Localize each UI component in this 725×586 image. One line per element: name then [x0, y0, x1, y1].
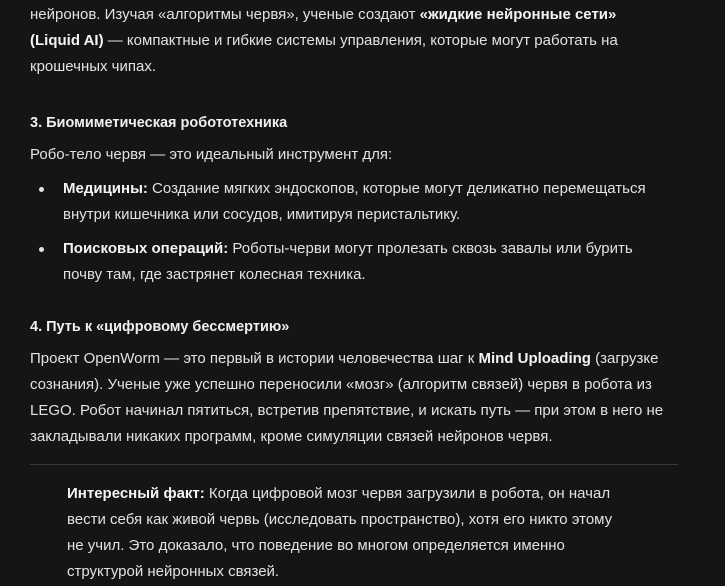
- chat-response: [30, 0, 680, 585]
- liquid-networks-term: «жидкие нейронные сети»: [419, 6, 617, 23]
- bullet-icon: [39, 187, 44, 192]
- intro-line-2: (Liquid AI) — компактные и гибкие системы управления, которые могут работать на: [30, 32, 618, 49]
- list-item: Поисковых операций: Роботы-черви могут пролезать сквозь завалы или бурить почву там, где застрянет колесная техника.: [30, 236, 680, 288]
- section-4-paragraph: Проект OpenWorm — это первый в истории человечества шаг к Mind Uploading (загрузке сознания). Ученые уже успешно переносили «мозг» (алгоритм связей) червя в робота из LEGO. Робот начинал пятиться, встретив препятствие, и искать путь — при этом в него не закладывали никаких программ, кроме симуляции связей нейронов червя.: [30, 350, 664, 445]
- section-divider: [30, 464, 678, 465]
- fact-label: Интересный факт:: [67, 485, 205, 502]
- section-3-heading: 3. Биомиметическая робототехника: [30, 115, 288, 131]
- intro-paragraph: [30, 2, 680, 80]
- section-3-lead: Робо-тело червя — это идеальный инструмент для:: [30, 146, 393, 163]
- mind-uploading-term: Mind Uploading: [478, 350, 591, 367]
- intro-line-3: крошечных чипах.: [30, 58, 156, 75]
- fact-callout: Интересный факт: Когда цифровой мозг червя загрузили в робота, он начал вести себя как живой червь (исследовать пространство), хотя его никто этому не учил. Это доказало, что поведение во многом определяется именно структурой нейронных связей.: [67, 485, 613, 580]
- intro-line-1: нейронов. Изучая «алгоритмы червя», ученые создают «жидкие нейронные сети»: [30, 6, 617, 23]
- liquid-ai-term: (Liquid AI): [30, 32, 104, 49]
- section-3-list: [30, 176, 680, 288]
- list-item: Медицины: Создание мягких эндоскопов, которые могут деликатно перемещаться внутри кишечника или сосудов, имитируя перистальтику.: [30, 176, 680, 228]
- section-4-heading: 4. Путь к «цифровому бессмертию»: [30, 319, 290, 335]
- bullet-icon: [39, 247, 44, 252]
